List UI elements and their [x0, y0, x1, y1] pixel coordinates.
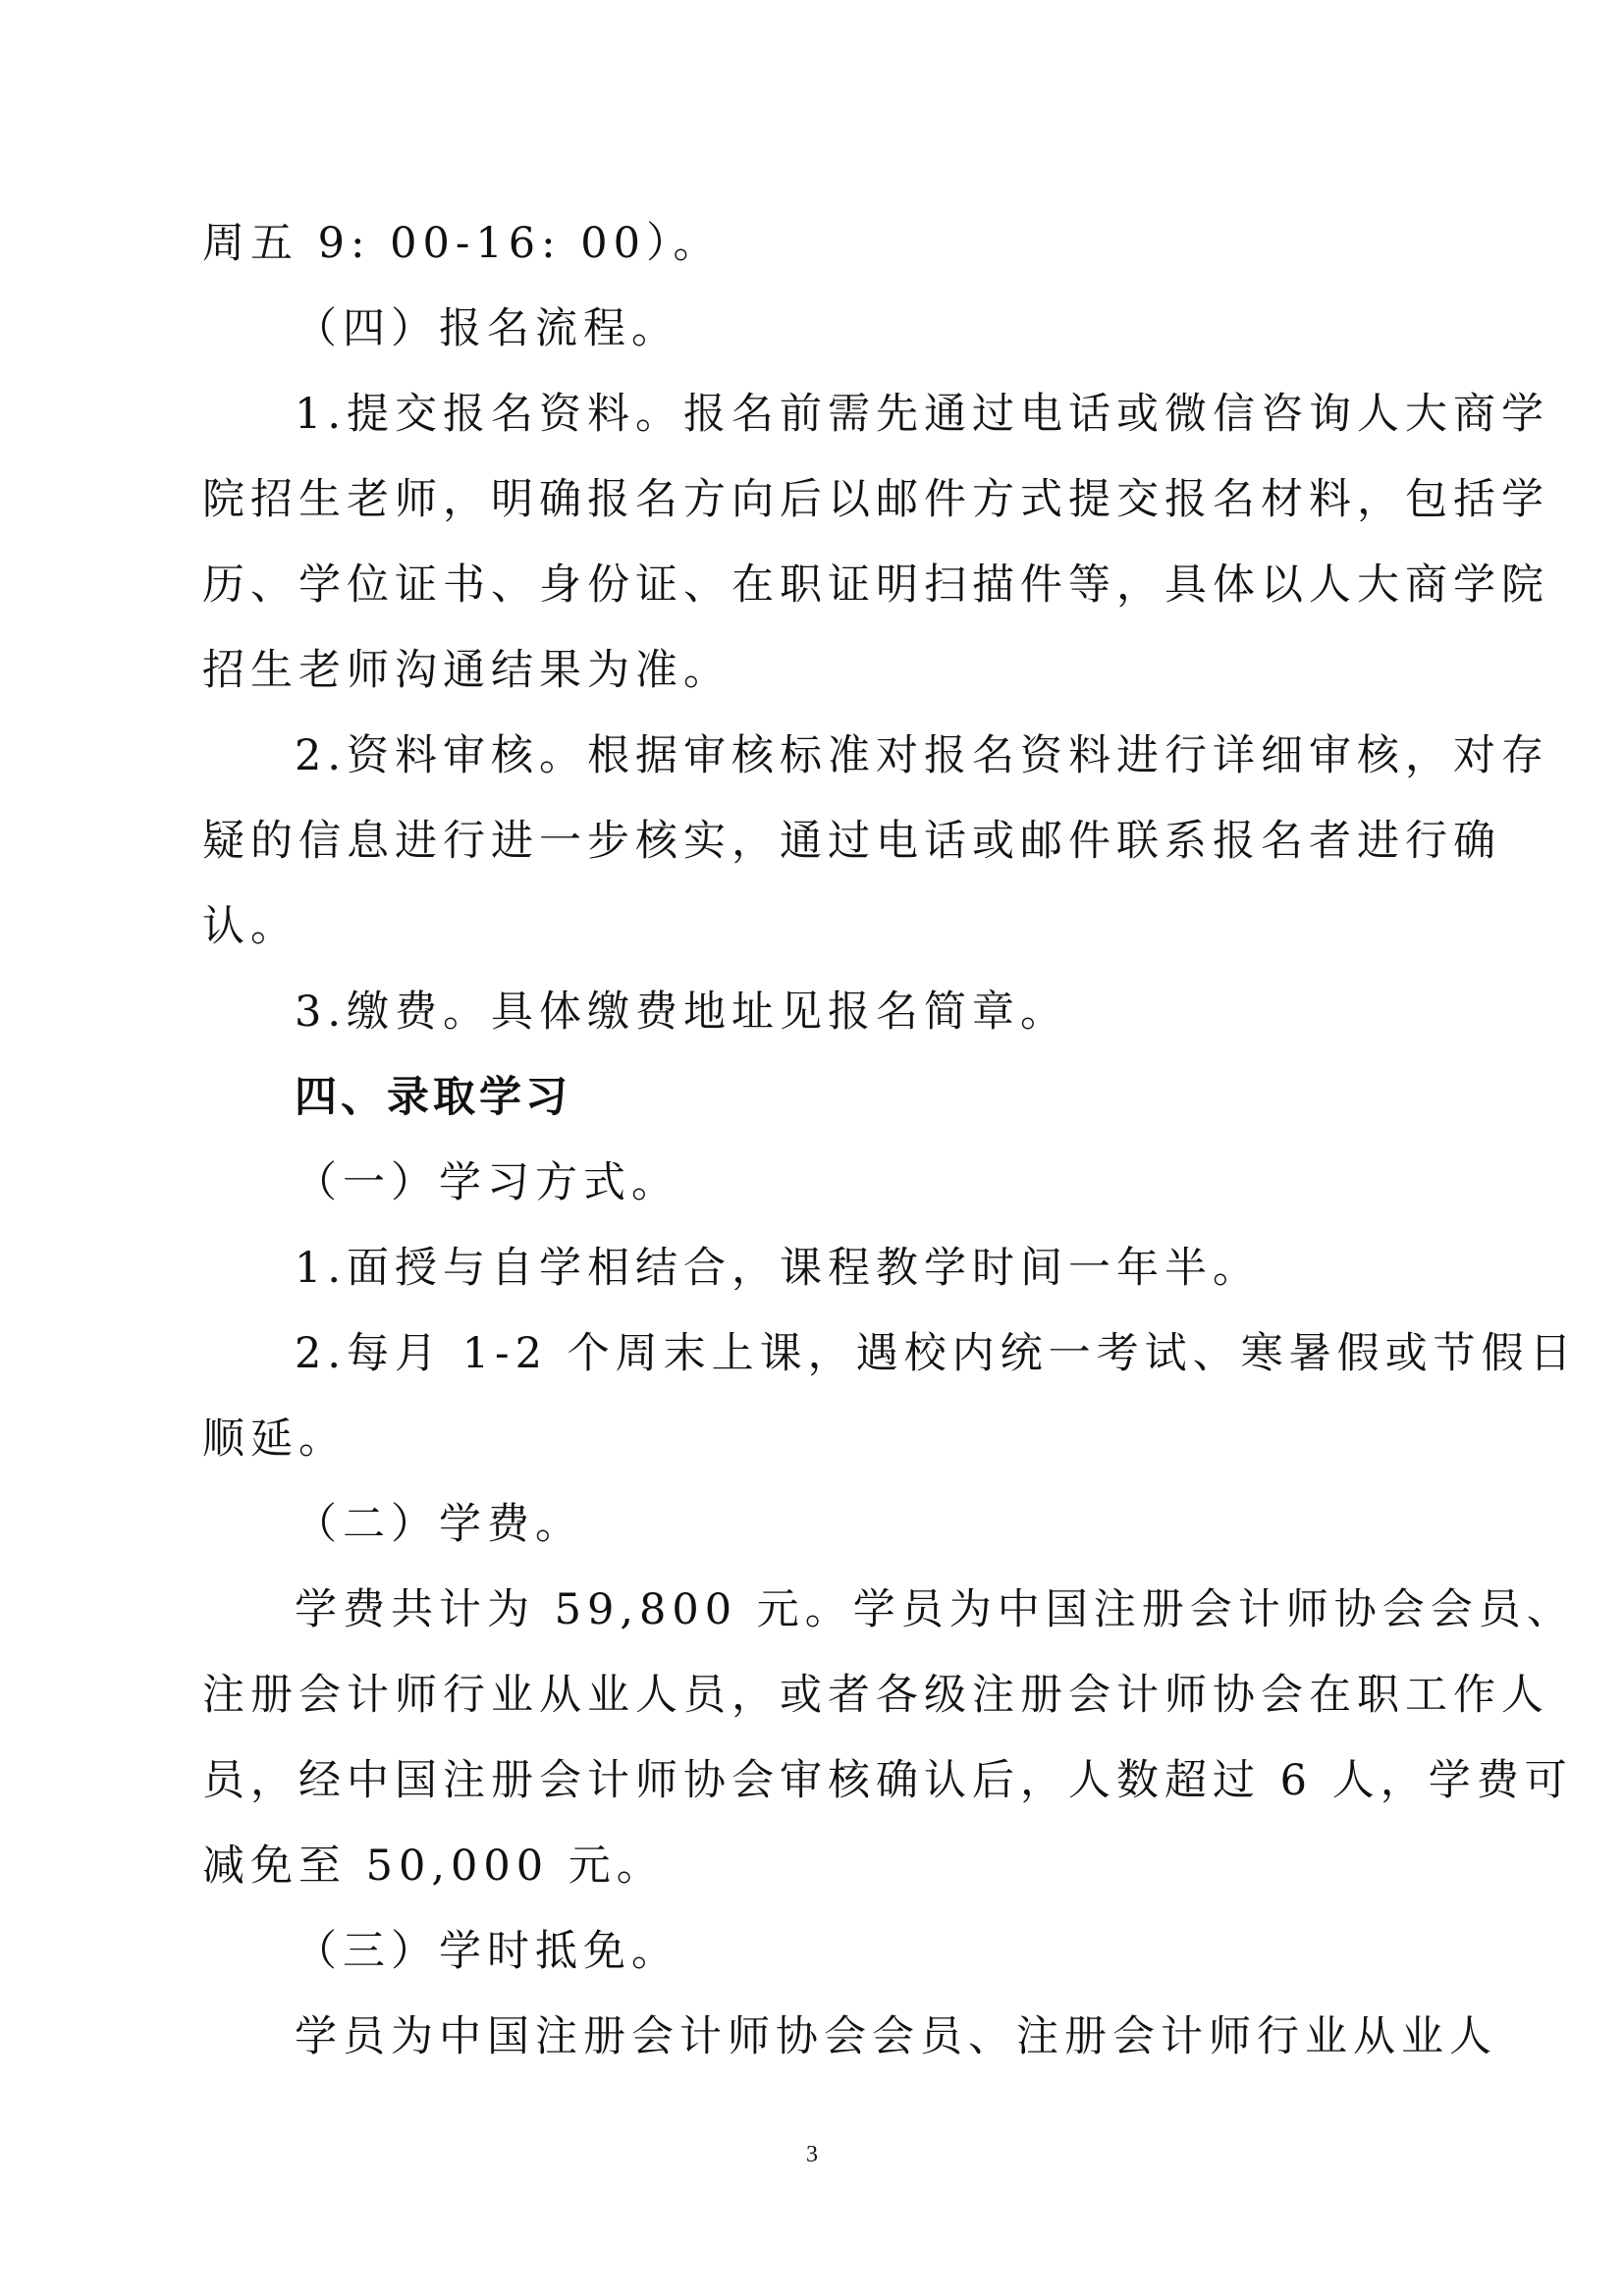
section-heading: （一）学习方式。	[295, 1158, 679, 1207]
text-line: 减免至 50,000 元。	[202, 1842, 665, 1891]
section-heading: （二）学费。	[295, 1500, 583, 1549]
text-line: 学员为中国注册会计师协会会员、注册会计师行业从业人	[295, 2012, 1497, 2061]
text-line: 招生老师沟通结果为准。	[202, 646, 731, 695]
text-line: 院招生老师，明确报名方向后以邮件方式提交报名材料，包括学	[202, 475, 1549, 524]
page-number: 3	[806, 2142, 818, 2167]
text-line: 1.面授与自学相结合，课程教学时间一年半。	[295, 1244, 1262, 1293]
text-line: 员，经中国注册会计师协会审核确认后，人数超过 6 人，学费可	[202, 1756, 1573, 1805]
text-line: 1.提交报名资料。报名前需先通过电话或微信咨询人大商学	[295, 390, 1550, 439]
text-line: 顺延。	[202, 1415, 347, 1464]
text-line: 疑的信息进行进一步核实，通过电话或邮件联系报名者进行确	[202, 817, 1501, 866]
text-line: 注册会计师行业从业人员，或者各级注册会计师协会在职工作人	[202, 1671, 1549, 1720]
text-line: 历、学位证书、身份证、在职证明扫描件等，具体以人大商学院	[202, 561, 1549, 610]
text-line: 认。	[202, 902, 298, 951]
section-heading: （四）报名流程。	[295, 304, 679, 353]
text-line: 周五 9: 00-16: 00）。	[202, 219, 722, 268]
text-line: 学费共计为 59,800 元。学员为中国注册会计师协会会员、	[295, 1585, 1575, 1634]
chapter-heading: 四、录取学习	[295, 1073, 571, 1122]
text-line: 3.缴费。具体缴费地址见报名简章。	[295, 988, 1069, 1037]
section-heading: （三）学时抵免。	[295, 1927, 679, 1976]
text-line: 2.每月 1-2 个周末上课，遇校内统一考试、寒暑假或节假日	[295, 1329, 1578, 1378]
text-line: 2.资料审核。根据审核标准对报名资料进行详细审核，对存	[295, 731, 1550, 780]
